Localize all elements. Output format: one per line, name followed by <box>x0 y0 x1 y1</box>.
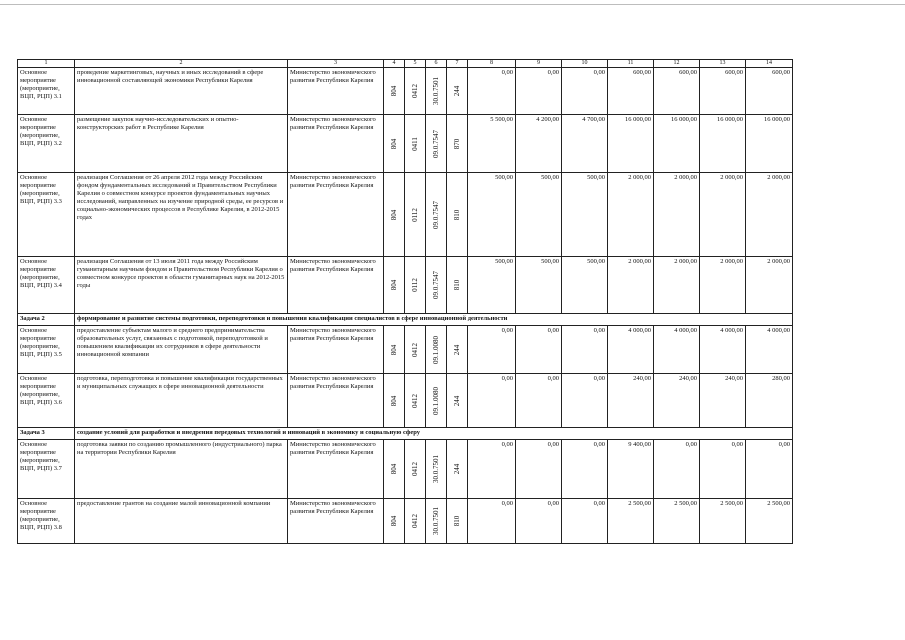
value-col11: 9 400,00 <box>608 440 654 499</box>
value-col13: 600,00 <box>700 68 746 115</box>
rzpr-code: 0412 <box>411 393 419 408</box>
value-col13: 2 000,00 <box>700 257 746 314</box>
value-col10: 500,00 <box>562 257 608 314</box>
vr-code: 244 <box>453 463 461 475</box>
col-num: 5 <box>405 60 426 68</box>
value-col12: 0,00 <box>654 440 700 499</box>
value-col10: 0,00 <box>562 326 608 374</box>
value-col14: 280,00 <box>746 374 793 428</box>
activity-executor: Министерство экономического развития Республики Карелия <box>288 68 384 115</box>
table-row <box>18 115 793 173</box>
column-number-row <box>18 60 793 68</box>
task-row <box>18 428 793 440</box>
activity-description: реализация Соглашения от 13 июля 2011 года между Российским гуманитарным научным фондом и Правительством Республики Карелия о совместном конкурсе проектов в области гуманитарных наук на 2012-2015 годы <box>75 257 288 314</box>
activity-type: Основное мероприятие (мероприятие, ВЦП, РЦП) 3.7 <box>18 440 75 499</box>
activity-executor: Министерство экономического развития Республики Карелия <box>288 499 384 544</box>
csr-code: 09.0.7547 <box>432 271 440 299</box>
value-col14: 4 000,00 <box>746 326 793 374</box>
csr-code: 30.0.7501 <box>432 507 440 535</box>
value-col12: 2 500,00 <box>654 499 700 544</box>
csr-code: 30.0.7501 <box>432 77 440 105</box>
task-label: Задача 2 <box>18 314 75 326</box>
col-num: 10 <box>562 60 608 68</box>
activity-description: проведение маркетинговых, научных и иных исследований в сфере инновационной составляющей экономики Республики Карелия <box>75 68 288 115</box>
table-row <box>18 173 793 257</box>
rzpr-code: 0112 <box>411 207 419 222</box>
grbs-code: 804 <box>390 515 398 527</box>
col-num: 14 <box>746 60 793 68</box>
rzpr-code: 0112 <box>411 278 419 292</box>
col-num: 4 <box>384 60 405 68</box>
value-col14: 600,00 <box>746 68 793 115</box>
value-col13: 240,00 <box>700 374 746 428</box>
activity-description: предоставление субъектам малого и среднего предпринимательства образовательных услуг, связанных с подготовкой, переподготовкой и повышением квалификации их сотрудников в сфере деятельности инновационной компании <box>75 326 288 374</box>
activity-type: Основное мероприятие (мероприятие, ВЦП, РЦП) 3.8 <box>18 499 75 544</box>
task-text: создание условий для разработки и внедрения передовых технологий и инноваций в экономику и социальную сферу <box>75 428 793 440</box>
csr-code: 09.0.7547 <box>432 200 440 229</box>
value-col11: 600,00 <box>608 68 654 115</box>
activity-type: Основное мероприятие (мероприятие, ВЦП, РЦП) 3.4 <box>18 257 75 314</box>
value-col9: 0,00 <box>516 68 562 115</box>
activity-type: Основное мероприятие (мероприятие, ВЦП, РЦП) 3.2 <box>18 115 75 173</box>
value-col12: 240,00 <box>654 374 700 428</box>
task-label: Задача 3 <box>18 428 75 440</box>
activity-description: реализация Соглашения от 26 апреля 2012 года между Российским фондом фундаментальных исследований и Правительством Республики Карелия о совместном конкурсе проектов фундаментальных научных исследований, направленных на изучение природной среды, ее ресурсов и социально-экономических процессов в Республике Карелия, в 2012-2015 годах <box>75 173 288 257</box>
table-row <box>18 326 793 374</box>
value-col14: 16 000,00 <box>746 115 793 173</box>
activity-description: предоставление грантов на создание малой инновационной компании <box>75 499 288 544</box>
grbs-code: 804 <box>390 395 398 406</box>
grbs-code: 804 <box>390 209 398 220</box>
value-col12: 16 000,00 <box>654 115 700 173</box>
activity-type: Основное мероприятие (мероприятие, ВЦП, РЦП) 3.3 <box>18 173 75 257</box>
activity-type: Основное мероприятие (мероприятие, ВЦП, РЦП) 3.5 <box>18 326 75 374</box>
col-num: 9 <box>516 60 562 68</box>
vr-code: 810 <box>453 279 461 291</box>
value-col8: 5 500,00 <box>468 115 516 173</box>
grbs-code: 804 <box>390 463 398 475</box>
vr-code: 810 <box>453 515 461 527</box>
activity-description: подготовка заявки по созданию промышленного (индустриального) парка на территории Республики Карелия <box>75 440 288 499</box>
value-col11: 240,00 <box>608 374 654 428</box>
budget-table <box>17 59 793 544</box>
value-col9: 0,00 <box>516 374 562 428</box>
csr-code: 30.0.7501 <box>432 455 440 483</box>
value-col10: 0,00 <box>562 68 608 115</box>
col-num: 3 <box>288 60 384 68</box>
col-num: 6 <box>426 60 447 68</box>
vr-code: 244 <box>453 395 461 406</box>
value-col9: 4 200,00 <box>516 115 562 173</box>
value-col11: 16 000,00 <box>608 115 654 173</box>
value-col8: 500,00 <box>468 173 516 257</box>
grbs-code: 804 <box>390 138 398 149</box>
col-num: 8 <box>468 60 516 68</box>
task-text: формирование и развитие системы подготовки, переподготовки и повышения квалификации специалистов в сфере инновационной деятельности <box>75 314 793 326</box>
col-num: 2 <box>75 60 288 68</box>
value-col8: 0,00 <box>468 440 516 499</box>
scan-edge-top <box>0 4 905 5</box>
csr-code: 09.1.0080 <box>432 335 440 364</box>
value-col12: 2 000,00 <box>654 257 700 314</box>
value-col13: 0,00 <box>700 440 746 499</box>
col-num: 12 <box>654 60 700 68</box>
grbs-code: 804 <box>390 344 398 355</box>
activity-executor: Министерство экономического развития Республики Карелия <box>288 257 384 314</box>
value-col11: 2 500,00 <box>608 499 654 544</box>
table-row <box>18 440 793 499</box>
value-col8: 0,00 <box>468 326 516 374</box>
value-col14: 2 000,00 <box>746 257 793 314</box>
value-col13: 2 000,00 <box>700 173 746 257</box>
value-col14: 2 000,00 <box>746 173 793 257</box>
col-num: 7 <box>447 60 468 68</box>
col-num: 1 <box>18 60 75 68</box>
rzpr-code: 0412 <box>411 84 419 98</box>
csr-code: 09.0.7547 <box>432 129 440 158</box>
value-col10: 0,00 <box>562 440 608 499</box>
value-col9: 0,00 <box>516 326 562 374</box>
rzpr-code: 0411 <box>411 136 419 151</box>
value-col10: 0,00 <box>562 374 608 428</box>
value-col11: 2 000,00 <box>608 257 654 314</box>
activity-executor: Министерство экономического развития Республики Карелия <box>288 440 384 499</box>
value-col13: 16 000,00 <box>700 115 746 173</box>
vr-code: 244 <box>453 344 461 355</box>
value-col11: 2 000,00 <box>608 173 654 257</box>
table-row <box>18 374 793 428</box>
activity-executor: Министерство экономического развития Республики Карелия <box>288 173 384 257</box>
value-col8: 500,00 <box>468 257 516 314</box>
value-col8: 0,00 <box>468 499 516 544</box>
rzpr-code: 0412 <box>411 342 419 357</box>
value-col13: 2 500,00 <box>700 499 746 544</box>
activity-type: Основное мероприятие (мероприятие, ВЦП, РЦП) 3.6 <box>18 374 75 428</box>
value-col10: 4 700,00 <box>562 115 608 173</box>
value-col9: 0,00 <box>516 499 562 544</box>
activity-executor: Министерство экономического развития Республики Карелия <box>288 115 384 173</box>
col-num: 13 <box>700 60 746 68</box>
value-col13: 4 000,00 <box>700 326 746 374</box>
value-col12: 4 000,00 <box>654 326 700 374</box>
value-col14: 0,00 <box>746 440 793 499</box>
csr-code: 09.1.0080 <box>432 386 440 415</box>
activity-description: подготовка, переподготовка и повышение квалификации государственных и муниципальных служащих в сфере инновационной деятельности <box>75 374 288 428</box>
value-col8: 0,00 <box>468 68 516 115</box>
vr-code: 810 <box>453 209 461 220</box>
value-col10: 0,00 <box>562 499 608 544</box>
activity-executor: Министерство экономического развития Республики Карелия <box>288 374 384 428</box>
col-num: 11 <box>608 60 654 68</box>
activity-description: размещение закупок научно-исследовательских и опытно-конструкторских работ в Республике Карелия <box>75 115 288 173</box>
activity-executor: Министерство экономического развития Республики Карелия <box>288 326 384 374</box>
grbs-code: 804 <box>390 85 398 97</box>
table-row <box>18 499 793 544</box>
rzpr-code: 0412 <box>411 514 419 528</box>
vr-code: 870 <box>453 138 461 149</box>
value-col12: 2 000,00 <box>654 173 700 257</box>
value-col12: 600,00 <box>654 68 700 115</box>
task-row <box>18 314 793 326</box>
value-col9: 500,00 <box>516 257 562 314</box>
value-col8: 0,00 <box>468 374 516 428</box>
vr-code: 244 <box>453 85 461 97</box>
value-col14: 2 500,00 <box>746 499 793 544</box>
value-col11: 4 000,00 <box>608 326 654 374</box>
activity-type: Основное мероприятие (мероприятие, ВЦП, РЦП) 3.1 <box>18 68 75 115</box>
value-col9: 500,00 <box>516 173 562 257</box>
table-row <box>18 257 793 314</box>
value-col10: 500,00 <box>562 173 608 257</box>
grbs-code: 804 <box>390 279 398 291</box>
rzpr-code: 0412 <box>411 462 419 476</box>
value-col9: 0,00 <box>516 440 562 499</box>
table-row <box>18 68 793 115</box>
